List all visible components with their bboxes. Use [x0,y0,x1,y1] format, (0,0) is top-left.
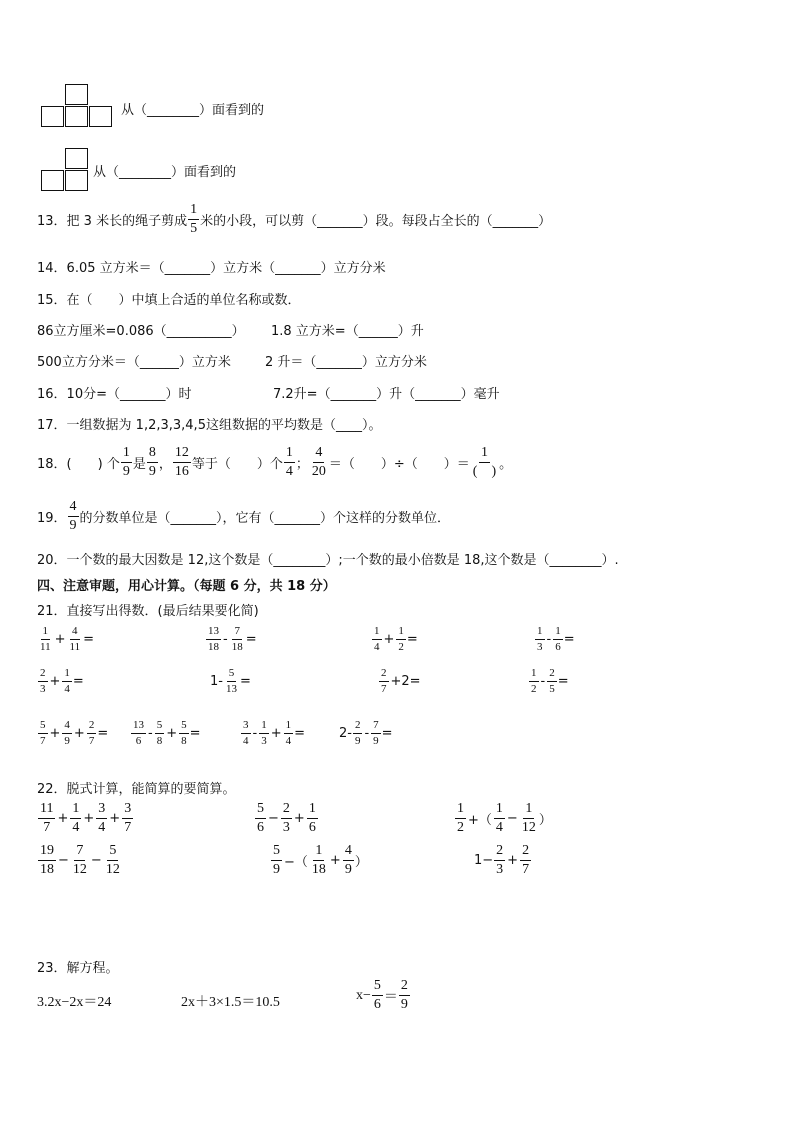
question-20: 20．一个数的最大因数是 12,这个数是（________）;一个数的最小倍数是 18,这个数是（________）. [37,553,619,568]
q21-item: $\frac{3}{4}$ - $\frac{1}{3}$ + $\frac{1}{4}$ = [243,719,306,747]
question-23: 23．解方程。 [37,961,119,976]
q22-expression: 1− $\frac{2}{3}$ + $\frac{2}{7}$ [474,843,530,877]
q21-item: 2- $\frac{2}{9}$ - $\frac{7}{9}$ = [339,719,393,747]
question-21: 21．直接写出得数．(最后结果要化简) [37,604,259,619]
fraction: $\frac{1}{5}$ [190,202,198,236]
view-figure-1 [41,84,113,130]
question-16b: 7.2升=（_______）升（_______）毫升 [273,387,500,402]
figure-2-caption: 从（________）面看到的 [93,165,237,180]
q21-item: $\frac{1}{3}$ - $\frac{1}{6}$ = [537,625,575,653]
q21-item: $\frac{1}{2}$ - $\frac{2}{5}$ = [531,667,569,695]
q22-expression: $\frac{19}{18}$ − $\frac{7}{12}$ − $\frac{5}{12}$ [40,843,120,877]
question-22: 22．脱式计算，能简算的要简算。 [37,782,236,797]
question-15: 15．在（ ）中填上合适的单位名称或数． [37,293,301,308]
q21-item: $\frac{13}{6}$ - $\frac{5}{8}$ + $\frac{5}{8}$ = [133,719,201,747]
figure-1-caption: 从（________）面看到的 [121,103,265,118]
q23-equation-2: 2x＋3×1.5＝10.5 [181,995,280,1010]
question-13: 13．把 3 米长的绳子剪成 $\frac{1}{5}$ 米的小段，可以剪（_______）段。每段占全长的（_______） [37,202,552,236]
question-15-line2b: 2 升＝（_______）立方分米 [265,355,427,370]
question-15-line2a: 500立方分米＝（______）立方米 [37,355,231,370]
question-15-line1b: 1.8 立方米=（______）升 [271,324,424,339]
q23-equation-1: 3.2x−2x＝24 [37,995,112,1010]
q21-item: $\frac{2}{7}$ +2= [381,667,421,695]
q22-expression: $\frac{5}{6}$ − $\frac{2}{3}$ + $\frac{1}{6}$ [257,801,316,835]
question-18: 18．( ) 个 $\frac{1}{9}$ 是 $\frac{8}{9}$ ， $\frac{12}{16}$ 等于（ ）个 $\frac{1}{4}$ ； $\frac{4}{20}$ ＝（ ）÷（ ）＝ $\frac{1}{( )}$ 。 [37,445,513,479]
q21-item: $\frac{1}{11}$ + $\frac{4}{11}$ = [40,625,94,653]
q21-item: $\frac{2}{3}$ + $\frac{1}{4}$ = [40,667,84,695]
question-19: 19． $\frac{4}{9}$ 的分数单位是（_______），它有（_______）个这样的分数单位． [37,499,451,533]
q22-expression: $\frac{1}{2}$ +（ $\frac{1}{4}$ − $\frac{1}{12}$ ） [457,801,552,835]
q21-item: $\frac{5}{7}$ + $\frac{4}{9}$ + $\frac{2}{7}$ = [40,719,109,747]
q21-item: $\frac{1}{4}$ + $\frac{1}{2}$ = [374,625,418,653]
view-figure-2 [41,148,89,192]
q22-expression: $\frac{5}{9}$ −（ $\frac{1}{18}$ + $\frac{4}{9}$ ） [273,843,368,877]
question-15-line1a: 86立方厘米=0.086（__________） [37,324,245,339]
q23-equation-3: x− $\frac{5}{6}$ ＝ $\frac{2}{9}$ [356,978,408,1012]
q22-expression: $\frac{11}{7}$ + $\frac{1}{4}$ + $\frac{3}{4}$ + $\frac{3}{7}$ [40,801,132,835]
q21-item: 1- $\frac{5}{13}$ = [210,667,251,695]
question-17: 17．一组数据为 1,2,3,3,4,5这组数据的平均数是（____）。 [37,418,382,433]
q21-item: $\frac{13}{18}$ - $\frac{7}{18}$ = [208,625,257,653]
question-16a: 16．10分=（_______）时 [37,387,192,402]
question-14: 14．6.05 立方米＝（_______）立方米（_______）立方分米 [37,261,386,276]
section-4-heading: 四、注意审题，用心计算。（每题 6 分，共 18 分） [37,579,336,594]
